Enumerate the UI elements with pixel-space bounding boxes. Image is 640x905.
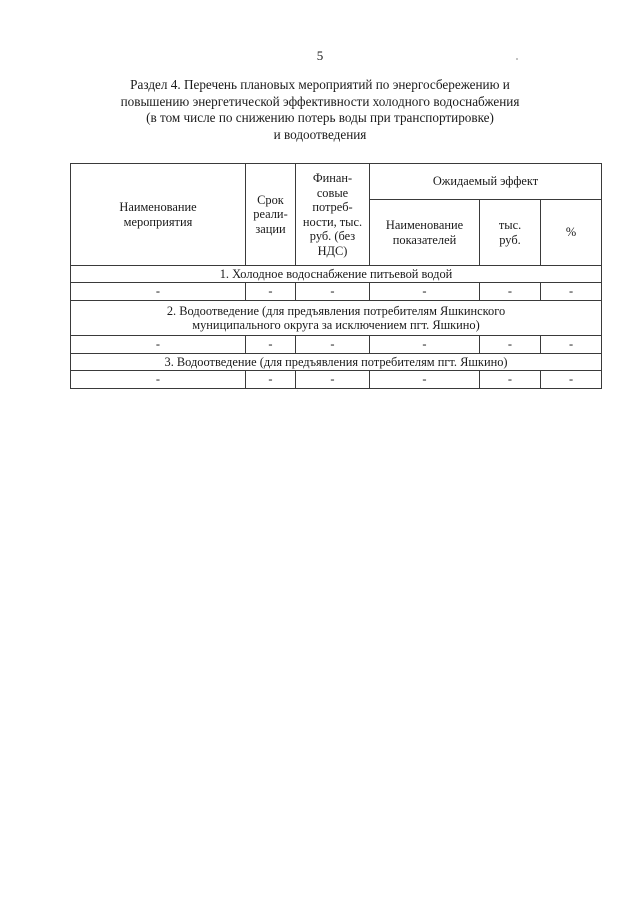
header-thousand-rub: тыс. руб. bbox=[480, 200, 541, 266]
section-title: 1. Холодное водоснабжение питьевой водой bbox=[71, 266, 602, 283]
section-row bbox=[71, 301, 602, 336]
page-number: 5 bbox=[316, 48, 324, 63]
table-cell: - bbox=[370, 336, 480, 354]
measures-table bbox=[70, 163, 602, 389]
table-cell: - bbox=[71, 371, 246, 389]
header-expected-effect: Ожидаемый эффект bbox=[370, 164, 602, 200]
table-cell: - bbox=[480, 283, 541, 301]
table-cell: - bbox=[370, 283, 480, 301]
table-cell: - bbox=[541, 283, 602, 301]
table-cell: - bbox=[541, 336, 602, 354]
table-cell: - bbox=[480, 336, 541, 354]
heading-line: (в том числе по снижению потерь воды при транспортировке) bbox=[146, 110, 494, 125]
section-row bbox=[71, 266, 602, 283]
table-cell: - bbox=[296, 371, 370, 389]
header-row bbox=[71, 164, 602, 200]
table-cell: - bbox=[541, 371, 602, 389]
header-term: Срок реали- зации bbox=[246, 164, 296, 266]
section-title-line: 2. Водоотведение (для предъявления потребителям Яшкинского bbox=[166, 303, 506, 318]
header-percent: % bbox=[541, 200, 602, 266]
table-row bbox=[71, 336, 602, 354]
section-title bbox=[71, 301, 602, 336]
section-title: 3. Водоотведение (для предъявления потребителям пгт. Яшкино) bbox=[71, 354, 602, 371]
table-row bbox=[71, 283, 602, 301]
table-cell: - bbox=[480, 371, 541, 389]
section-title-line: муниципального округа за исключением пгт. Яшкино) bbox=[192, 318, 480, 332]
heading-line: повышению энергетической эффективности холодного водоснабжения bbox=[120, 93, 520, 109]
heading-line: Раздел 4. Перечень плановых мероприятий по энергосбережению и bbox=[130, 77, 510, 92]
heading-line: и водоотведения bbox=[273, 126, 367, 142]
table-cell: - bbox=[296, 336, 370, 354]
table-cell: - bbox=[370, 371, 480, 389]
table-row bbox=[71, 371, 602, 389]
section-heading bbox=[60, 77, 580, 143]
header-indicator: Наименование показателей bbox=[370, 200, 480, 266]
header-finance: Финан- совые потреб- ности, тыс. руб. (без НДС) bbox=[296, 164, 370, 266]
table-cell: - bbox=[71, 336, 246, 354]
table-cell: - bbox=[246, 371, 296, 389]
header-name: Наименование мероприятия bbox=[71, 164, 246, 266]
table-cell: - bbox=[296, 283, 370, 301]
table-cell: - bbox=[246, 283, 296, 301]
table-cell: - bbox=[246, 336, 296, 354]
scan-speck bbox=[516, 58, 518, 60]
table-cell: - bbox=[71, 283, 246, 301]
section-row bbox=[71, 354, 602, 371]
